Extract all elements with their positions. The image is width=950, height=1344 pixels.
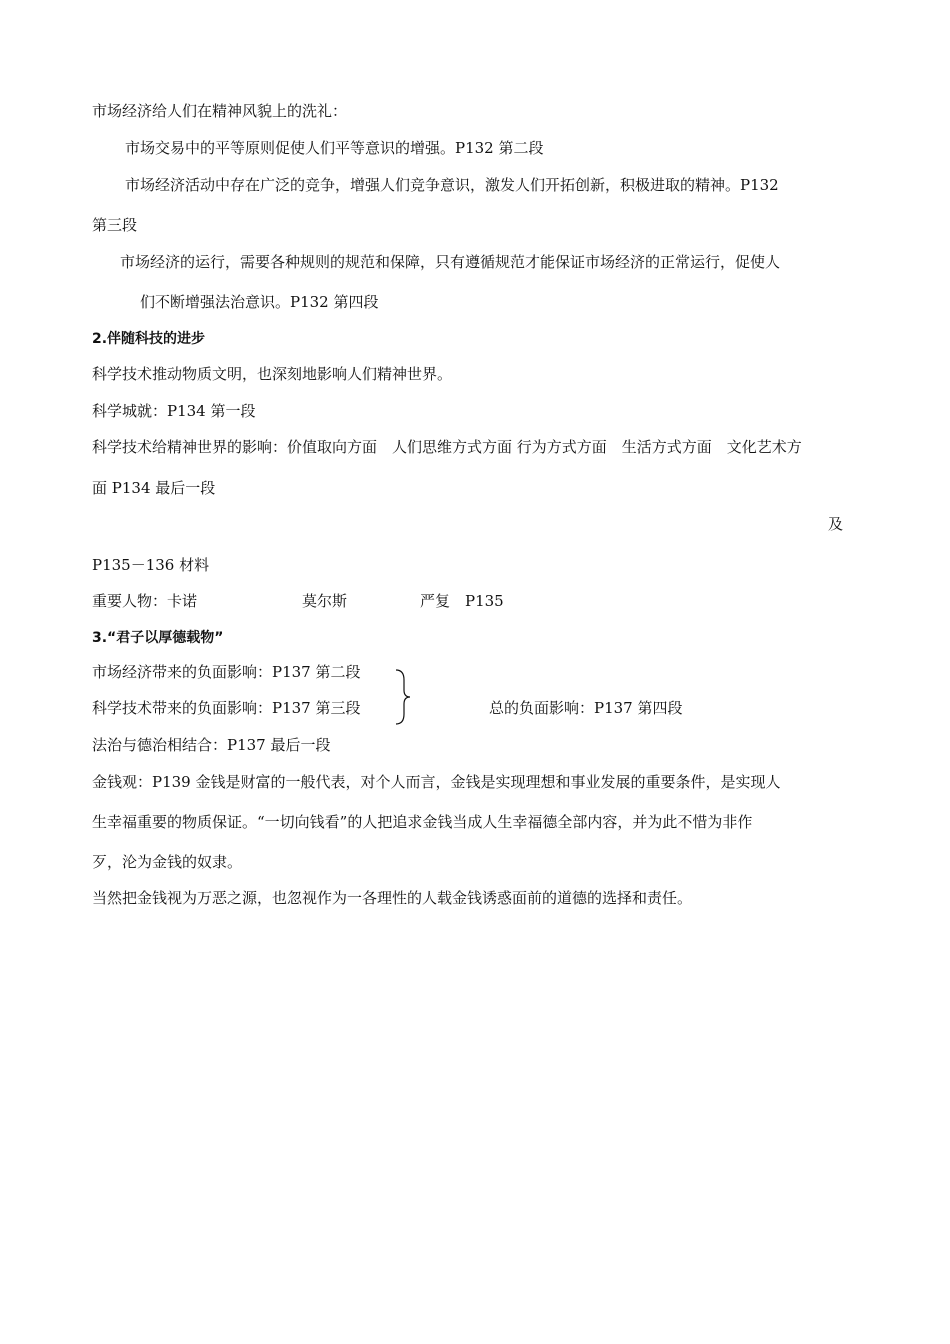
people-label: 重要人物：卡诺: [92, 592, 198, 610]
market-negative-line: 市场经济带来的负面影响：P137 第二段: [92, 663, 361, 681]
law-morality-line: 法治与德治相结合：P137 最后一段: [92, 736, 331, 754]
science-influence-line-cont: 面 P134 最后一段: [92, 479, 216, 497]
people-line: [92, 591, 197, 611]
person-morse: 莫尔斯: [302, 592, 348, 610]
rules-line-cont: 们不断增强法治意识。P132 第四段: [140, 293, 379, 311]
curly-brace-icon: [394, 668, 412, 726]
intro-line: 市场经济给人们在精神风貌上的洗礼：: [92, 102, 348, 120]
and-text: 及: [828, 515, 844, 533]
money-view-line-2: 生幸福重要的物质保证。“一切向钱看”的人把追求金钱当成人生幸福德全部内容，并为此不惜为非作: [92, 813, 753, 831]
science-influence-line: 科学技术给精神世界的影响：价值取向方面 人们思维方式方面 行为方式方面 生活方式方面 文化艺术方: [92, 438, 802, 456]
science-achievements-line: 科学城就：P134 第一段: [92, 402, 256, 420]
overall-negative-line: 总的负面影响：P137 第四段: [489, 699, 683, 717]
competition-line: 市场经济活动中存在广泛的竞争，增强人们竞争意识，激发人们开拓创新，积极进取的精神。P132: [125, 176, 779, 194]
science-intro-line: 科学技术推动物质文明，也深刻地影响人们精神世界。: [92, 365, 453, 383]
money-view-line-3: 歹，沦为金钱的奴隶。: [92, 853, 243, 871]
equality-line: 市场交易中的平等原则促使人们平等意识的增强。P132 第二段: [125, 139, 544, 157]
section-heading-2: 2.伴随科技的进步: [92, 331, 206, 347]
closing-line: 当然把金钱视为万恶之源，也忽视作为一各理性的人载金钱诱惑面前的道德的选择和责任。: [92, 889, 693, 907]
rules-line: 市场经济的运行，需要各种规则的规范和保障，只有遵循规范才能保证市场经济的正常运行，促使人: [120, 253, 781, 271]
competition-line-cont: 第三段: [92, 216, 138, 234]
person-yanfu: 严复 P135: [420, 592, 504, 610]
money-view-line: 金钱观：P139 金钱是财富的一般代表，对个人而言，金钱是实现理想和事业发展的重要条件，是实现人: [92, 773, 781, 791]
materials-line: P135－136 材料: [92, 556, 210, 574]
section-heading-3: 3.“君子以厚德载物”: [92, 630, 224, 646]
tech-negative-line: 科学技术带来的负面影响：P137 第三段: [92, 699, 361, 717]
